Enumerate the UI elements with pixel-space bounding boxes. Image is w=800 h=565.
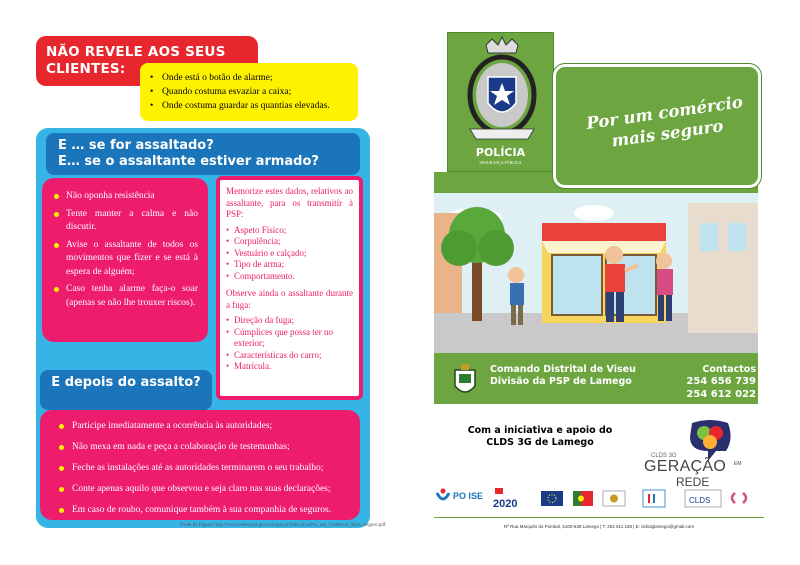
poise-logo bbox=[437, 489, 483, 502]
after-heading: E depois do assalto? bbox=[51, 375, 201, 390]
observe-intro: Observe ainda o assaltante durante a fuga: bbox=[226, 288, 353, 310]
robbery-item: Avise o assaltante de todos os movimentos que fizer e se está à espera de alguém; bbox=[52, 239, 198, 280]
contacts-label: Contactos bbox=[702, 364, 756, 375]
portugal-flag-logo bbox=[573, 491, 593, 506]
contacts-block bbox=[680, 364, 756, 401]
robbery-item: Não oponha resistência bbox=[52, 190, 198, 204]
clds-small-label: CLDS 3G bbox=[651, 453, 677, 459]
after-heading-box bbox=[40, 370, 212, 410]
source-note: Fonte da Figura: http://www.comsta.pt.gov.br/espaços/SiteCaixa/Por_um_Comercio_Mais_Seguro.pdf bbox=[180, 523, 386, 528]
psp-label: POLÍCIA bbox=[475, 146, 526, 159]
geracao-speech-bubble-icon bbox=[686, 419, 734, 463]
memorize-item: • Vestuário e calçado; bbox=[226, 248, 353, 260]
brochure-title: Por um comércio mais seguro bbox=[585, 92, 744, 151]
robbery-heading-line1: E … se for assaltado? bbox=[58, 138, 214, 153]
after-item: Não mexa em nada e peça a colaboração de testemunhas; bbox=[56, 441, 350, 454]
command-block bbox=[490, 364, 670, 388]
sponsor-logos bbox=[433, 485, 763, 515]
portugal-2020-label: 2020 bbox=[493, 498, 518, 510]
command-line1: Comando Distrital de Viseu bbox=[490, 364, 636, 375]
robbery-heading-line2: E… se o assaltante estiver armado? bbox=[58, 154, 319, 169]
hs-logo bbox=[643, 490, 665, 507]
initiative-line2: CLDS 3G de Lamego bbox=[486, 437, 594, 448]
portugal-2020-logo bbox=[493, 488, 517, 510]
footer-address: Rª Rua Marquês do Pombal, 5100-638 Lamego | T: 254 611 188 | E: clds3glamego@gmail.com bbox=[503, 524, 694, 529]
warning-item: • Onde costuma guardar as quantias elevadas. bbox=[150, 99, 350, 113]
em-label: EM bbox=[734, 461, 742, 467]
footer-divider bbox=[434, 517, 764, 518]
phone-2: 254 612 022 bbox=[686, 389, 756, 400]
government-logo bbox=[603, 491, 625, 506]
command-line2: Divisão da PSP de Lamego bbox=[490, 376, 632, 387]
geracao-em-rede-logo bbox=[686, 419, 734, 463]
memorize-intro: Memorize estes dados, relativos ao assaltante, para os transmitir à PSP: bbox=[226, 186, 353, 219]
phone-1: 254 656 739 bbox=[686, 376, 756, 387]
after-item: Participe imediatamente a ocorrência às autoridades; bbox=[56, 420, 350, 433]
rede-label: REDE bbox=[676, 475, 710, 489]
geracao-label: GERAÇÃO bbox=[644, 458, 727, 475]
eu-flag-logo bbox=[541, 491, 563, 506]
psp-sublabel: SEGURANÇA PÚBLICA bbox=[479, 160, 522, 165]
observe-item: • Cúmplices que possa ter no exterior; bbox=[226, 327, 353, 350]
clds-logo bbox=[685, 490, 721, 507]
after-item: Conte apenas aquilo que observou e seja claro nas suas declarações; bbox=[56, 483, 350, 496]
warning-item: • Onde está o botão de alarme; bbox=[150, 71, 350, 85]
warning-list-box bbox=[140, 63, 358, 121]
memorize-item: • Corpulência; bbox=[226, 236, 353, 248]
observe-item: • Direção da fuga; bbox=[226, 315, 353, 327]
clds-label: CLDS bbox=[689, 496, 711, 505]
after-advice-box bbox=[40, 410, 360, 520]
initiative-line1: Com a iniciativa e apoio do bbox=[467, 425, 613, 436]
observe-item: • Características do carro; bbox=[226, 350, 353, 362]
observe-item: • Matrícula. bbox=[226, 361, 353, 373]
coat-of-arms-icon bbox=[452, 364, 478, 398]
memorize-item: • Tipo de arma; bbox=[226, 259, 353, 271]
after-item: Em caso de roubo, comunique também à sua companhia de seguros. bbox=[56, 504, 350, 517]
cs-logo bbox=[732, 493, 746, 503]
memorize-item: • Comportamento. bbox=[226, 271, 353, 283]
initiative-block bbox=[455, 425, 625, 449]
warning-item: • Quando costuma esvaziar a caixa; bbox=[150, 85, 350, 99]
after-item: Feche as instalações até as autoridades terminarem o seu trabalho; bbox=[56, 462, 350, 475]
memorize-box bbox=[216, 176, 363, 400]
poise-label: PO ISE bbox=[453, 491, 484, 501]
robbery-advice-box bbox=[42, 178, 208, 342]
robbery-item: Tente manter a calma e não discutir. bbox=[52, 208, 198, 235]
lamego-coat-of-arms bbox=[452, 364, 478, 398]
warning-title: NÃO REVELE AOS SEUS CLIENTES: bbox=[46, 44, 226, 77]
memorize-item: • Aspeto Físico; bbox=[226, 225, 353, 237]
shop-illustration bbox=[434, 193, 758, 353]
robbery-heading-box bbox=[46, 133, 360, 175]
robbery-item: Caso tenha alarme faça-o soar (apenas se não lhe trouxer riscos). bbox=[52, 283, 198, 310]
